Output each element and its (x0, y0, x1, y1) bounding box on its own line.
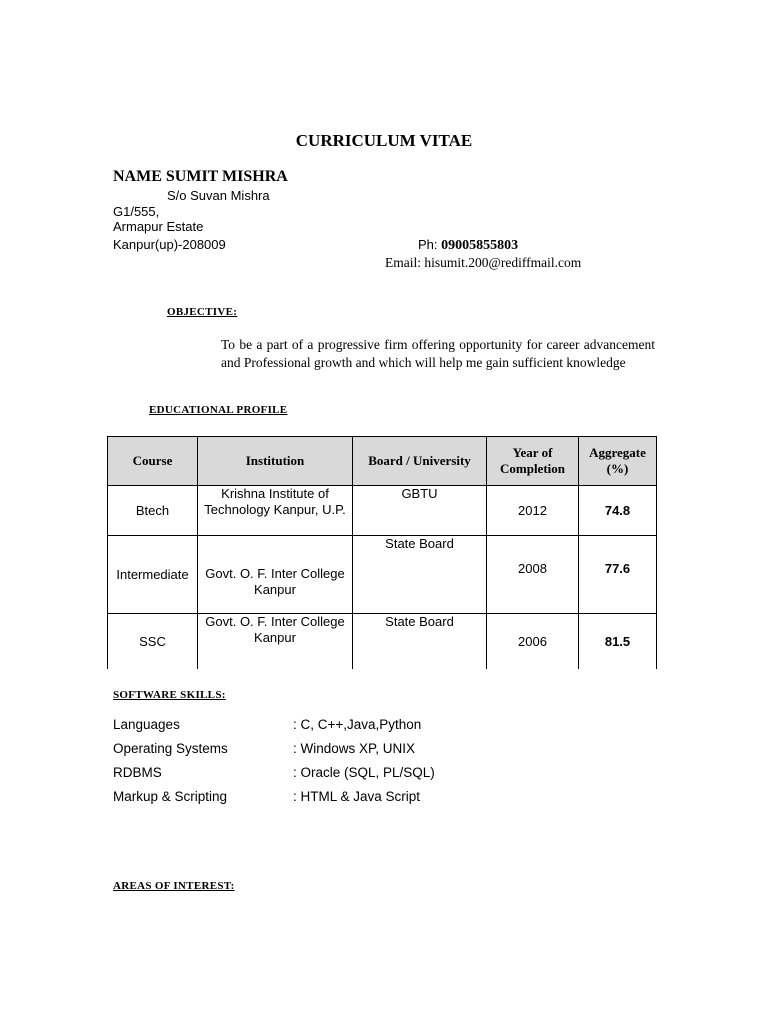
address-line-2: Armapur Estate (113, 219, 204, 234)
areas-of-interest-heading: AREAS OF INTEREST: (113, 880, 235, 892)
education-header-row (108, 437, 657, 486)
year-cell: 2012 (487, 486, 579, 536)
table-row (108, 614, 657, 670)
year-cell: 2006 (487, 614, 579, 670)
phone (418, 236, 518, 254)
skill-value: : Oracle (SQL, PL/SQL) (293, 765, 435, 780)
column-header-board: Board / University (353, 437, 487, 486)
aggregate-cell: 77.6 (579, 536, 657, 614)
address-line-1: G1/555, (113, 204, 160, 219)
course-cell: Btech (108, 486, 198, 536)
email: Email: hisumit.200@rediffmail.com (385, 255, 582, 270)
course-cell: SSC (108, 614, 198, 670)
software-skills-heading: SOFTWARE SKILLS: (113, 689, 226, 701)
board-cell: State Board (353, 614, 487, 670)
aggregate-cell: 74.8 (579, 486, 657, 536)
software-skills-list (113, 716, 435, 812)
institution-cell: Govt. O. F. Inter College Kanpur (198, 536, 353, 614)
education-table (107, 436, 657, 669)
skill-label: Languages (113, 717, 180, 732)
skill-value: : HTML & Java Script (293, 789, 421, 804)
list-item (113, 788, 435, 812)
column-header-institution: Institution (198, 437, 353, 486)
institution-cell: Govt. O. F. Inter College Kanpur (198, 614, 353, 670)
table-row (108, 536, 657, 614)
phone-label: Ph: (418, 237, 442, 252)
parent-name: S/o Suvan Mishra (167, 188, 270, 203)
skill-label: Markup & Scripting (113, 789, 228, 804)
institution-cell: Krishna Institute of Technology Kanpur, U.P. (198, 486, 353, 536)
column-header-course: Course (108, 437, 198, 486)
column-header-aggregate: Aggregate (%) (579, 437, 657, 486)
board-cell: State Board (353, 536, 487, 614)
list-item (113, 740, 435, 764)
skill-value: : C, C++,Java,Python (293, 717, 422, 732)
board-cell: GBTU (353, 486, 487, 536)
objective-heading: OBJECTIVE: (167, 306, 238, 318)
skill-label: RDBMS (113, 765, 162, 780)
address-line-3: Kanpur(up)-208009 (113, 237, 226, 252)
column-header-year: Year of Completion (487, 437, 579, 486)
phone-number: 09005855803 (441, 238, 519, 253)
education-heading: EDUCATIONAL PROFILE (149, 404, 288, 416)
course-cell: Intermediate (108, 536, 198, 614)
list-item (113, 716, 435, 740)
list-item (113, 764, 435, 788)
document-title: CURRICULUM VITAE (295, 131, 473, 150)
candidate-name: NAME SUMIT MISHRA (113, 168, 288, 185)
objective-text: To be a part of a progressive firm offering opportunity for career advancement and Professional growth and which will help me gain sufficient knowledge (221, 337, 655, 370)
table-row (108, 486, 657, 536)
year-cell: 2008 (487, 536, 579, 614)
skill-label: Operating Systems (113, 741, 228, 756)
aggregate-cell: 81.5 (579, 614, 657, 670)
skill-value: : Windows XP, UNIX (293, 741, 416, 756)
